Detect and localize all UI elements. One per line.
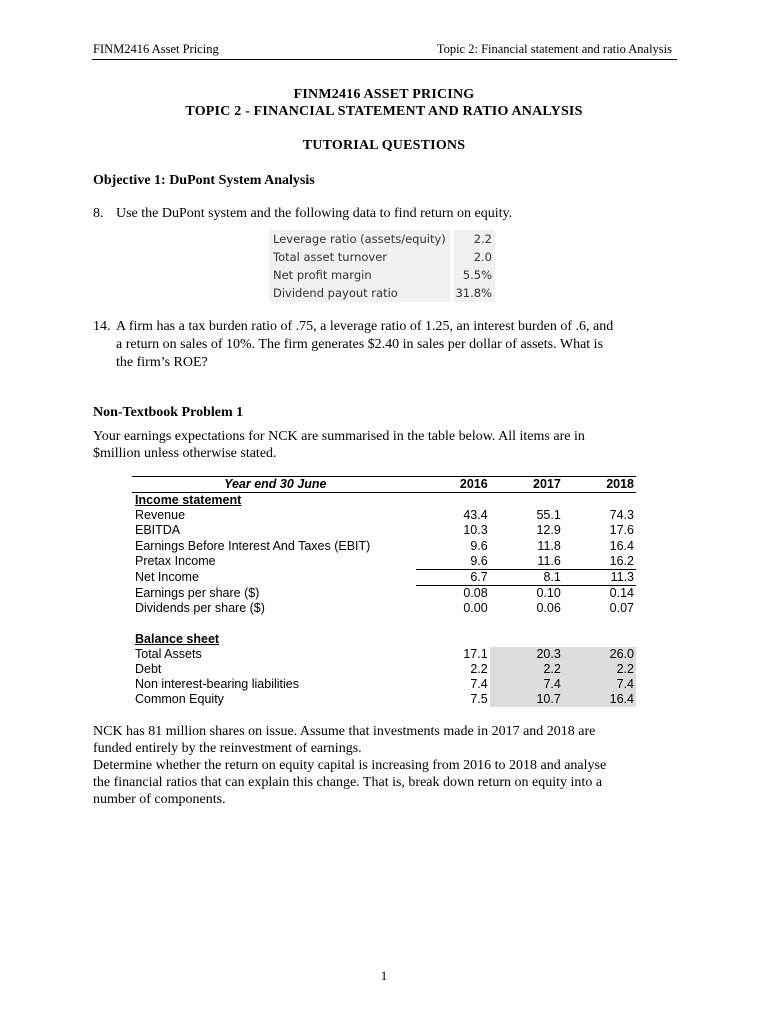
row-value: 9.6: [470, 538, 488, 553]
closing-line-4: the financial ratios that can explain this change. That is, break down return on equity into a: [93, 775, 603, 790]
row-value: 0.06: [536, 601, 561, 616]
table-row: [132, 586, 636, 602]
problem-intro-line-1: Your earnings expectations for NCK are summarised in the table below. All items are in: [93, 429, 585, 444]
table-row: [132, 508, 636, 523]
question-8-number: 8.: [93, 206, 104, 221]
balance-sheet-heading-text: Balance sheet: [135, 631, 220, 646]
problem-intro-line-2: $million unless otherwise stated.: [93, 446, 277, 461]
row-value: 10.3: [463, 523, 488, 538]
row-value: 11.6: [537, 553, 561, 568]
dupont-row: [269, 284, 495, 302]
row-value: 20.3: [490, 647, 563, 662]
running-header-left: FINM2416 Asset Pricing: [93, 42, 219, 56]
closing-line-3: Determine whether the return on equity capital is increasing from 2016 to 2018 and analyse: [93, 758, 607, 773]
row-value: 2.2: [490, 662, 563, 677]
row-value: 55.1: [536, 508, 561, 523]
question-14-line-2: a return on sales of 10%. The firm generates $2.40 in sales per dollar of assets. What is: [116, 337, 604, 352]
row-value: 12.9: [536, 523, 561, 538]
dupont-row: [269, 248, 495, 266]
row-value: 16.4: [563, 692, 636, 707]
header-year: 2017: [490, 477, 563, 493]
dupont-label: Net profit margin: [269, 266, 450, 284]
question-8: [93, 205, 512, 222]
empty-cell: [416, 617, 490, 632]
table-row: [132, 539, 636, 554]
row-value: 7.5: [470, 692, 488, 707]
row-label: Earnings Before Interest And Taxes (EBIT): [135, 538, 371, 553]
row-value: 0.08: [463, 586, 488, 601]
closing-line-2: funded entirely by the reinvestment of earnings.: [93, 741, 362, 756]
row-label: EBITDA: [135, 523, 181, 538]
spacer-row: [132, 617, 636, 632]
row-value: 10.7: [490, 692, 563, 707]
empty-cell: [563, 632, 636, 647]
row-value: 0.14: [609, 586, 634, 601]
table-row: [132, 662, 636, 677]
row-label: Pretax Income: [135, 554, 216, 569]
empty-cell: [490, 493, 563, 509]
row-label: Net Income: [135, 570, 199, 585]
question-14-line-3: the firm’s ROE?: [116, 355, 208, 370]
table-row: [132, 692, 636, 707]
course-title: FINM2416 ASSET PRICING: [293, 87, 475, 102]
row-value: 6.7: [416, 569, 490, 585]
row-value: 0.00: [463, 601, 488, 616]
empty-cell: [416, 493, 490, 509]
question-14-number: 14.: [93, 319, 111, 334]
empty-cell: [416, 632, 490, 647]
row-value: 8.1: [490, 569, 563, 585]
empty-cell: [132, 617, 416, 632]
row-value: 11.3: [563, 569, 636, 585]
dupont-row: [269, 230, 495, 248]
header-year-end: Year end 30 June: [132, 477, 416, 493]
row-value: 11.8: [537, 538, 561, 553]
row-label: Dividends per share ($): [135, 601, 265, 616]
row-label: Revenue: [135, 508, 186, 523]
empty-cell: [563, 617, 636, 632]
row-value: 9.6: [470, 553, 488, 568]
dupont-label: Dividend payout ratio: [269, 284, 450, 302]
row-label: Common Equity: [135, 692, 224, 707]
row-value: 43.4: [463, 508, 488, 523]
table-row: [132, 569, 636, 585]
balance-sheet-heading-row: [132, 632, 636, 647]
header-year: 2018: [563, 477, 636, 493]
dupont-value: 2.2: [454, 230, 495, 248]
dupont-row: [269, 266, 495, 284]
topic-title: TOPIC 2 - FINANCIAL STATEMENT AND RATIO ANALYSIS: [185, 104, 583, 119]
question-14-line-1: A firm has a tax burden ratio of .75, a leverage ratio of 1.25, an interest burden of .6, and: [116, 319, 614, 334]
section-title: TUTORIAL QUESTIONS: [302, 138, 466, 153]
row-value: 7.4: [490, 677, 563, 692]
nck-financials-table: [132, 476, 636, 707]
table-row: [132, 601, 636, 616]
dupont-value: 5.5%: [454, 266, 495, 284]
row-value: 74.3: [609, 508, 634, 523]
table-row: [132, 647, 636, 662]
running-header-right: Topic 2: Financial statement and ratio Analysis: [436, 42, 672, 56]
dupont-label: Total asset turnover: [269, 248, 450, 266]
empty-cell: [490, 632, 563, 647]
dupont-label: Leverage ratio (assets/equity): [269, 230, 450, 248]
table-header-row: [132, 477, 636, 493]
row-value: 17.6: [609, 523, 634, 538]
page-number: 1: [380, 968, 388, 983]
balance-sheet-heading: [132, 632, 416, 647]
empty-cell: [490, 617, 563, 632]
question-14: [93, 318, 613, 335]
row-value: 17.1: [463, 646, 488, 661]
table-row: [132, 677, 636, 692]
row-value: 2.2: [470, 661, 488, 676]
table-row: [132, 554, 636, 570]
dupont-value: 2.0: [454, 248, 495, 266]
row-value: 16.4: [609, 538, 634, 553]
row-label: Total Assets: [135, 646, 202, 661]
empty-cell: [563, 493, 636, 509]
row-value: 7.4: [470, 677, 488, 692]
row-value: 16.2: [609, 553, 634, 568]
objective-heading: Objective 1: DuPont System Analysis: [93, 173, 315, 188]
problem-heading: Non-Textbook Problem 1: [93, 405, 244, 420]
income-statement-heading-text: Income statement: [135, 493, 242, 508]
closing-line-1: NCK has 81 million shares on issue. Assume that investments made in 2017 and 2018 are: [93, 724, 596, 739]
income-statement-heading-row: [132, 493, 636, 509]
income-statement-heading: [132, 493, 416, 509]
header-year: 2016: [416, 477, 490, 493]
row-label: Debt: [135, 661, 162, 676]
table-row: [132, 523, 636, 538]
dupont-value: 31.8%: [454, 284, 495, 302]
closing-line-5: number of components.: [93, 792, 226, 807]
row-label: Non interest-bearing liabilities: [135, 677, 299, 692]
row-value: 0.10: [536, 586, 561, 601]
row-value: 0.07: [609, 601, 634, 616]
row-value: 2.2: [563, 662, 636, 677]
row-value: 7.4: [563, 677, 636, 692]
question-8-text: Use the DuPont system and the following data to find return on equity.: [116, 206, 513, 221]
row-value: 26.0: [563, 647, 636, 662]
row-label: Earnings per share ($): [135, 585, 260, 600]
header-rule: [92, 59, 677, 60]
dupont-data-table: [269, 230, 495, 302]
